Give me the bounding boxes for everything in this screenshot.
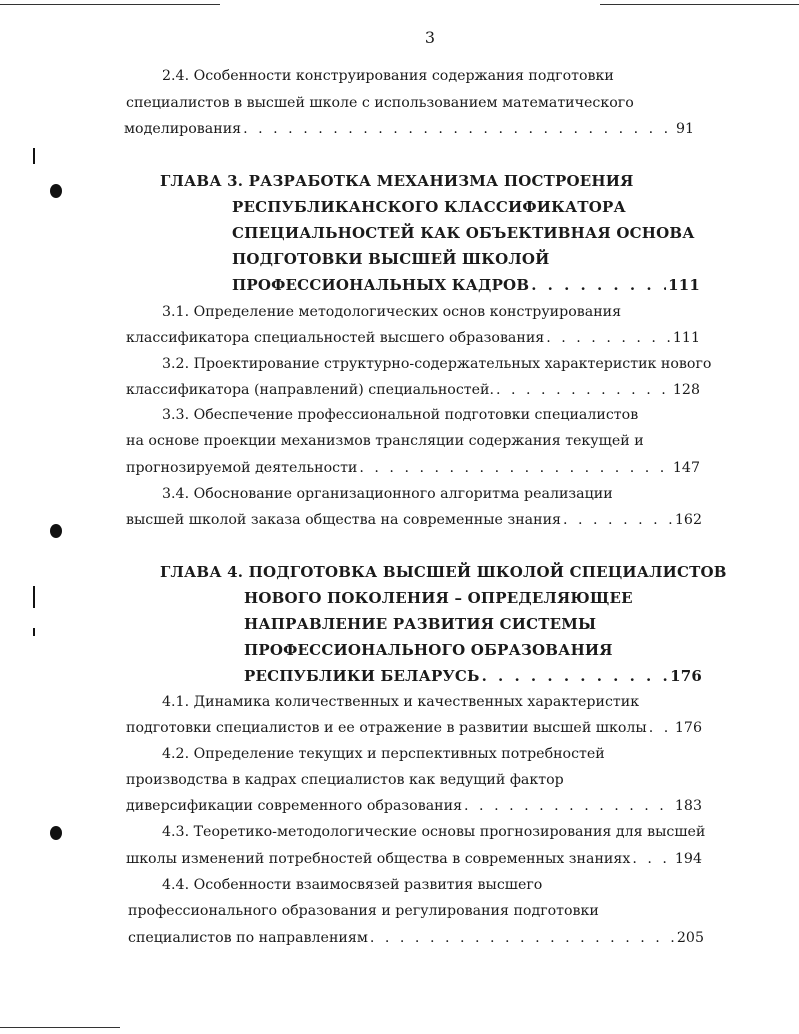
dot-leader xyxy=(482,666,668,686)
toc-entry-3-3-line1: 3.3. Обеспечение профессиональной подготовки специалистов xyxy=(162,407,639,423)
toc-entry-4-2-line3[interactable] xyxy=(126,796,702,816)
toc-entry-3-2-line1: 3.2. Проектирование структурно-содержательных характеристик нового xyxy=(162,356,712,372)
toc-entry-3-4-page: 162 xyxy=(674,512,702,528)
toc-entry-4-2-page: 183 xyxy=(674,798,702,814)
chapter-3-line1: ГЛАВА 3. РАЗРАБОТКА МЕХАНИЗМА ПОСТРОЕНИЯ xyxy=(160,172,634,190)
toc-entry-3-3-title-end: прогнозируемой деятельности xyxy=(126,460,358,476)
toc-entry-3-1-line2[interactable] xyxy=(126,328,700,348)
toc-entry-4-1-line2[interactable] xyxy=(126,718,702,738)
toc-entry-4-4-title-end: специалистов по направлениям xyxy=(128,930,368,946)
chapter-4-title-end: РЕСПУБЛИКИ БЕЛАРУСЬ xyxy=(244,667,480,685)
toc-entry-3-2-line2[interactable] xyxy=(126,380,700,400)
chapter-4-line2: НОВОГО ПОКОЛЕНИЯ – ОПРЕДЕЛЯЮЩЕЕ xyxy=(244,589,633,607)
toc-entry-3-1-title-end: классификатора специальностей высшего образования xyxy=(126,330,545,346)
toc-entry-4-2-title-end: диверсификации современного образования xyxy=(126,798,463,814)
toc-entry-4-2-line2: производства в кадрах специалистов как ведущий фактор xyxy=(126,772,564,788)
toc-entry-3-4-title-end: высшей школой заказа общества на современные знания xyxy=(126,512,561,528)
toc-entry-2-4-line1: 2.4. Особенности конструирования содержания подготовки xyxy=(162,68,614,84)
toc-entry-2-4-title-end: моделирования xyxy=(124,121,242,137)
dot-leader xyxy=(359,458,671,478)
toc-entry-2-4-line3[interactable] xyxy=(124,119,694,139)
scan-mark xyxy=(33,628,35,636)
chapter-3-line2: РЕСПУБЛИКАНСКОГО КЛАССИФИКАТОРА xyxy=(232,198,626,216)
toc-entry-4-2-line1: 4.2. Определение текущих и перспективных потребностей xyxy=(162,746,605,762)
chapter-4-line4: ПРОФЕССИОНАЛЬНОГО ОБРАЗОВАНИЯ xyxy=(244,641,613,659)
toc-entry-3-1-line1: 3.1. Определение методологических основ конструирования xyxy=(162,304,622,320)
toc-entry-4-1-page: 176 xyxy=(674,720,702,736)
chapter-3-line5[interactable] xyxy=(232,275,700,295)
toc-entry-3-1-page: 111 xyxy=(672,330,700,346)
chapter-3-page: 111 xyxy=(668,276,700,294)
dot-leader xyxy=(632,849,673,869)
toc-entry-3-3-page: 147 xyxy=(672,460,700,476)
scan-mark xyxy=(33,148,35,164)
punch-hole-mark xyxy=(50,184,62,198)
dot-leader xyxy=(370,928,675,948)
chapter-3-title-end: ПРОФЕССИОНАЛЬНЫХ КАДРОВ xyxy=(232,276,530,294)
dot-leader xyxy=(243,119,674,139)
punch-hole-mark xyxy=(50,826,62,840)
toc-entry-4-3-page: 194 xyxy=(674,851,702,867)
chapter-4-line3: НАПРАВЛЕНИЕ РАЗВИТИЯ СИСТЕМЫ xyxy=(244,615,597,633)
scan-edge-top-left xyxy=(0,4,220,5)
chapter-3-line4: ПОДГОТОВКИ ВЫСШЕЙ ШКОЛОЙ xyxy=(232,250,550,268)
toc-entry-4-4-line3[interactable] xyxy=(128,928,704,948)
toc-entry-3-3-line3[interactable] xyxy=(126,458,700,478)
chapter-3-line3: СПЕЦИАЛЬНОСТЕЙ КАК ОБЪЕКТИВНАЯ ОСНОВА xyxy=(232,224,695,242)
toc-entry-4-4-page: 205 xyxy=(676,930,704,946)
toc-entry-4-4-line2: профессионального образования и регулирования подготовки xyxy=(128,903,599,919)
scan-edge-bottom xyxy=(0,1027,120,1028)
toc-entry-2-4-page: 91 xyxy=(675,121,694,137)
toc-entry-3-4-line1: 3.4. Обоснование организационного алгоритма реализации xyxy=(162,486,613,502)
page-number: 3 xyxy=(424,28,436,47)
toc-entry-4-3-line2[interactable] xyxy=(126,849,702,869)
toc-entry-4-1-title-end: подготовки специалистов и ее отражение в развитии высшей школы xyxy=(126,720,647,736)
toc-entry-4-3-title-end: школы изменений потребностей общества в современных знаниях xyxy=(126,851,631,867)
dot-leader xyxy=(464,796,673,816)
dot-leader xyxy=(531,275,666,295)
dot-leader xyxy=(546,328,671,348)
punch-hole-mark xyxy=(50,524,62,538)
dot-leader xyxy=(649,718,673,738)
toc-entry-3-2-title-end: классификатора (направлений) специальностей. xyxy=(126,382,494,398)
scan-edge-top-right xyxy=(600,4,799,5)
toc-entry-2-4-line2: специалистов в высшей школе с использованием математического xyxy=(126,95,634,111)
toc-entry-3-2-page: 128 xyxy=(672,382,700,398)
toc-entry-3-3-line2: на основе проекции механизмов трансляции содержания текущей и xyxy=(126,433,644,449)
toc-entry-4-3-line1: 4.3. Теоретико-методологические основы прогнозирования для высшей xyxy=(162,824,706,840)
toc-entry-4-4-line1: 4.4. Особенности взаимосвязей развития высшего xyxy=(162,877,543,893)
scan-mark xyxy=(33,586,35,608)
chapter-4-line5[interactable] xyxy=(244,666,702,686)
dot-leader xyxy=(496,380,671,400)
dot-leader xyxy=(563,510,673,530)
toc-entry-3-4-line2[interactable] xyxy=(126,510,702,530)
chapter-4-page: 176 xyxy=(670,667,702,685)
chapter-4-line1: ГЛАВА 4. ПОДГОТОВКА ВЫСШЕЙ ШКОЛОЙ СПЕЦИАЛИСТОВ xyxy=(160,563,727,581)
toc-entry-4-1-line1: 4.1. Динамика количественных и качественных характеристик xyxy=(162,694,640,710)
